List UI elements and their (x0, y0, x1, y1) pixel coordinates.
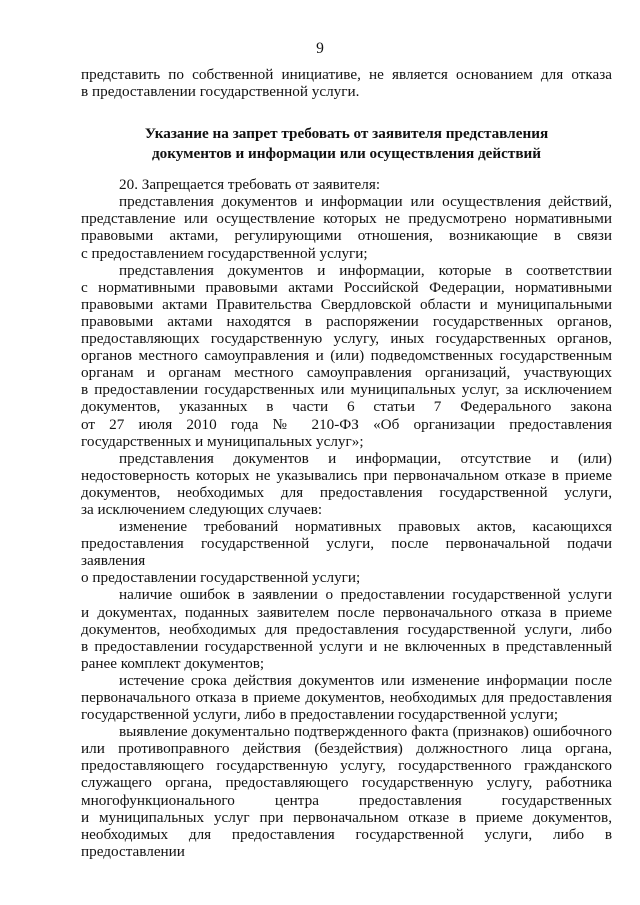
paragraph-line: ранее комплект документов; (81, 654, 265, 672)
paragraph-line: изменение требований нормативных правовых актов, касающихся (119, 518, 612, 536)
intro-line: представить по собственной инициативе, не является основанием для отказа (81, 66, 612, 83)
paragraph-line: от 27 июля 2010 года № 210-ФЗ «Об организации предоставления (81, 415, 612, 433)
paragraph-line: первоначального отказа в приеме документов, необходимых для предоставления (81, 689, 612, 706)
paragraph-line: или противоправного действия (бездействия) должностного лица органа, (81, 740, 612, 758)
paragraph-line: государственной услуги, либо в предоставлении государственной услуги; (81, 706, 559, 724)
paragraph-line: предоставляющих государственную услугу, иных государственных органов, (81, 330, 612, 348)
paragraph-line: с предоставлением государственной услуги; (81, 244, 368, 262)
paragraph-line: за исключением следующих случаев: (81, 500, 323, 518)
paragraph-line: государственных и муниципальных услуг»; (81, 432, 364, 450)
paragraph-line: служащего органа, предоставляющего государственную услугу, работника (81, 774, 612, 792)
paragraph-line: необходимых для предоставления государственной услуги, либо в предоставлении (81, 825, 612, 860)
paragraph-line: представление или осуществление которых не предусмотрено нормативными (81, 210, 612, 228)
paragraph-line: выявление документально подтвержденного факта (признаков) ошибочного (119, 723, 612, 741)
paragraph-line: документов, необходимых для предоставления государственной услуги, либо (81, 620, 612, 638)
section-heading-line: Указание на запрет требовать от заявителя представления (144, 125, 549, 143)
paragraph-line: многофункционального центра предоставления государственных (81, 791, 612, 809)
paragraph-line: и муниципальных услуг при первоначальном отказе в приеме документов, (81, 808, 612, 826)
paragraph-line: документов, указанных в части 6 статьи 7 Федерального закона (81, 398, 612, 416)
document-body (81, 66, 612, 860)
paragraph-line: органам и органам местного самоуправления организаций, участвующих (81, 364, 612, 382)
paragraph-line: в предоставлении государственной услуги и не включенных в представленный (81, 637, 612, 655)
paragraph-line: правовыми актами Правительства Свердловской области и муниципальными (81, 295, 612, 313)
paragraph-line: правовыми актами, регулирующими отношения, возникающие в связи (81, 227, 612, 245)
section-heading (81, 124, 612, 164)
paragraph-line: наличие ошибок в заявлении о предоставлении государственной услуги (119, 586, 612, 604)
paragraph-line: документов, необходимых для предоставления государственной услуги, (81, 483, 612, 501)
paragraph-line: в предоставлении государственных или муниципальных услуг, за исключением (81, 381, 612, 399)
page-number: 9 (316, 40, 324, 57)
paragraph-line: и документах, поданных заявителем после первоначального отказа в приеме (81, 603, 612, 621)
paragraph-line: представления документов и информации, отсутствие и (или) (119, 449, 612, 467)
intro-line: в предоставлении государственной услуги. (81, 83, 360, 101)
paragraph-line: истечение срока действия документов или изменение информации после (119, 671, 612, 689)
paragraph-line: представления документов и информации, которые в соответствии (119, 261, 612, 279)
paragraph-line: о предоставлении государственной услуги; (81, 569, 361, 587)
paragraph-line: предоставления государственной услуги, после первоначальной подачи заявления (81, 535, 612, 570)
paragraph-line: с нормативными правовыми актами Российской Федерации, нормативными (81, 278, 612, 296)
paragraph-line: предоставляющего государственную услугу, государственного гражданского (81, 757, 612, 775)
paragraph-line: недостоверность которых не указывались при первоначальном отказе в приеме (81, 466, 612, 484)
paragraph-line: правовыми актами находятся в распоряжении государственных органов, (81, 312, 612, 330)
section-heading-line: документов и информации или осуществления действий (151, 145, 542, 163)
paragraph-line: 20. Запрещается требовать от заявителя: (119, 176, 381, 194)
paragraph-line: органов местного самоуправления и (или) подведомственных государственным (81, 347, 612, 365)
paragraph-line: представления документов и информации или осуществления действий, (119, 193, 612, 211)
